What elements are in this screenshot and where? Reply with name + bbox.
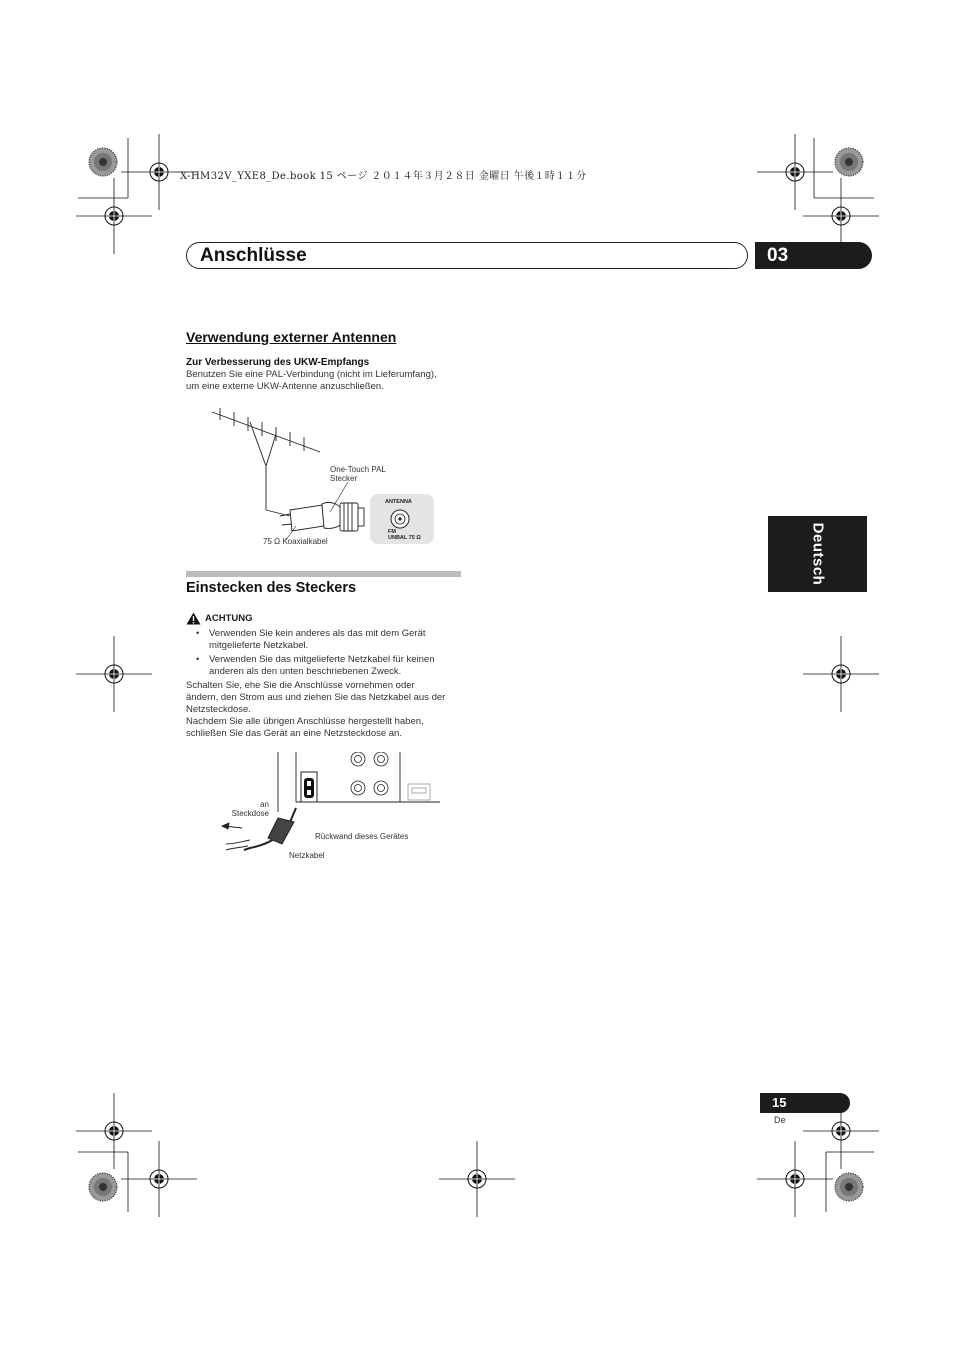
list-item: • Verwenden Sie kein anderes als das mit dem Gerät mitgelieferte Netzkabel. [196, 628, 460, 652]
antenna-panel-fm: FM [388, 529, 396, 535]
port-icon [408, 784, 430, 800]
antenna-intro-text: Benutzen Sie eine PAL-Verbindung (nicht im Lieferumfang), um eine externe UKW-Antenne anzuschließen. [186, 369, 437, 392]
list-item: • Verwenden Sie das mitgelieferte Netzkabel für keinen anderen als den unten beschriebenen Zweck. [196, 654, 460, 678]
pal-plug-label: One-Touch PAL Stecker [330, 465, 386, 483]
antenna-panel-title: ANTENNA [385, 499, 412, 505]
language-tab-label: Deutsch [809, 522, 826, 586]
caution-label: ACHTUNG [205, 613, 253, 624]
language-tab [768, 516, 867, 592]
section-heading-plug: Einstecken des Steckers [186, 580, 357, 596]
section-divider [186, 571, 461, 577]
antenna-diagram [200, 400, 440, 550]
caution-list [196, 628, 460, 678]
warning-icon [186, 612, 201, 625]
coax-cable-icon [280, 502, 344, 531]
pal-plug-icon [340, 503, 364, 531]
rear-panel-label: Rückwand dieses Gerätes [315, 832, 409, 841]
ac-inlet-icon [301, 772, 317, 802]
caution-row [186, 612, 253, 626]
print-header: X-HM32V_YXE8_De.book 15 ページ ２０１４年３月２８日 金曜日 午後１時１１分 [180, 171, 587, 182]
outlet-label: an Steckdose [231, 800, 269, 818]
section-heading-antennas: Verwendung externer Antennen [186, 329, 397, 345]
power-cable-label: Netzkabel [289, 851, 325, 860]
rca-jacks-icon [351, 752, 388, 795]
antenna-icon [212, 408, 320, 516]
power-instructions: Schalten Sie, ehe Sie die Anschlüsse vornehmen oder ändern, den Strom aus und ziehen Sie das Netzkabel aus der Netzsteckdose. Nachdem Sie alle übrigen Anschlüsse hergestellt haben, schließen Sie das Gerät an eine Netzsteckdose an. [186, 680, 446, 739]
chapter-title: Anschlüsse [200, 245, 307, 266]
antenna-panel-unbal: UNBAL 75 Ω [388, 535, 421, 541]
coax-cable-label: 75 Ω Koaxialkabel [263, 537, 328, 546]
arrow-left-icon [222, 823, 242, 829]
page-language: De [774, 1115, 786, 1125]
page-number: 15 [760, 1093, 850, 1113]
subheading-fm-reception: Zur Verbesserung des UKW-Empfangs [186, 357, 370, 368]
chapter-number: 03 [755, 242, 872, 269]
